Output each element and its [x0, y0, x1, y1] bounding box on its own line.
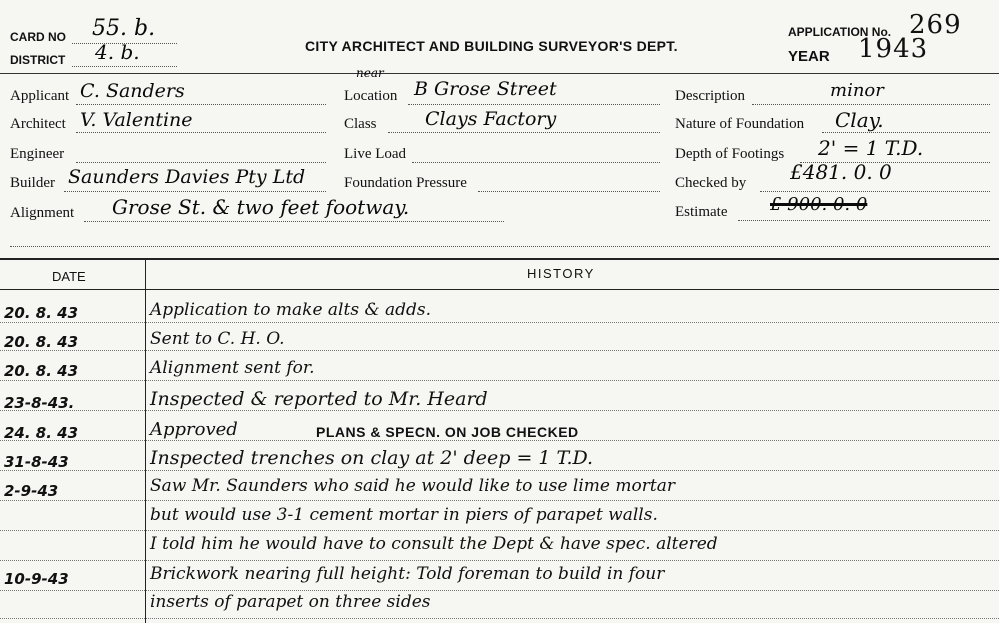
history-date: 20. 8. 43	[4, 333, 79, 351]
history-entry: Approved	[150, 419, 238, 440]
application-number: 269	[909, 10, 962, 40]
card-no-label: CARD NO	[10, 30, 66, 44]
history-entry: Inspected & reported to Mr. Heard	[150, 388, 488, 410]
district-value: 4. b.	[95, 40, 140, 64]
row-rule	[0, 410, 999, 411]
architect-line	[76, 132, 326, 133]
history-column-header: HISTORY	[527, 266, 595, 281]
depth-of-footings-value: 2' = 1 T.D.	[818, 136, 924, 160]
class-line	[388, 132, 660, 133]
history-entry: Brickwork nearing full height: Told foreman to build in four	[150, 564, 665, 584]
architect-value: V. Valentine	[80, 109, 193, 131]
history-entry: inserts of parapet on three sides	[150, 592, 431, 612]
estimate-line	[738, 220, 990, 221]
nature-of-foundation-line	[822, 132, 990, 133]
year-value: 1943	[858, 34, 929, 64]
engineer-line	[76, 162, 326, 163]
district-line	[72, 66, 177, 67]
history-date: 24. 8. 43	[4, 424, 79, 442]
history-date: 10-9-43	[4, 570, 69, 588]
row-rule	[0, 322, 999, 323]
foundation-pressure-line	[478, 191, 660, 192]
class-value: Clays Factory	[425, 108, 557, 130]
history-top-rule	[0, 258, 999, 260]
depth-of-footings-label: Depth of Footings	[675, 146, 785, 162]
district-label: DISTRICT	[10, 53, 66, 67]
estimate-label: Estimate	[675, 204, 728, 220]
history-entry: Inspected trenches on clay at 2' deep = 1 T.D.	[150, 447, 594, 469]
history-date: 31-8-43	[4, 453, 69, 471]
estimate-value: £ 900. 0. 0	[770, 194, 868, 215]
application-label: APPLICATION No.	[788, 25, 892, 39]
builder-label: Builder	[10, 175, 55, 191]
history-entry: Alignment sent for.	[150, 358, 315, 378]
history-date: 2-9-43	[4, 482, 59, 500]
location-line	[408, 104, 660, 105]
department-title: CITY ARCHITECT AND BUILDING SURVEYOR'S DEPT.	[305, 38, 678, 54]
history-date: 23-8-43.	[4, 394, 75, 412]
row-rule	[0, 350, 999, 351]
class-label: Class	[344, 116, 377, 132]
live-load-line	[412, 162, 660, 163]
live-load-label: Live Load	[344, 146, 407, 162]
location-value: B Grose Street	[414, 78, 557, 100]
checked-by-line	[760, 191, 990, 192]
applicant-line	[76, 104, 326, 105]
row-rule	[0, 590, 999, 591]
location-note: near	[356, 66, 384, 80]
checked-by-label: Checked by	[675, 175, 747, 191]
location-label: Location	[344, 88, 398, 104]
row-rule	[0, 618, 999, 619]
engineer-label: Engineer	[10, 146, 65, 162]
row-rule	[0, 380, 999, 381]
spare-line	[10, 246, 990, 247]
row-rule	[0, 500, 999, 501]
nature-of-foundation-value: Clay.	[835, 108, 884, 132]
row-rule	[0, 560, 999, 561]
builder-value: Saunders Davies Pty Ltd	[68, 166, 306, 188]
builder-line	[64, 191, 326, 192]
history-entry: Application to make alts & adds.	[150, 300, 432, 320]
alignment-value: Grose St. & two feet footway.	[112, 195, 410, 219]
description-value: minor	[830, 80, 884, 101]
history-entry: Sent to C. H. O.	[150, 329, 285, 349]
alignment-label: Alignment	[10, 205, 75, 221]
architect-label: Architect	[10, 116, 66, 132]
date-column-header: DATE	[52, 269, 86, 284]
foundation-pressure-label: Foundation Pressure	[344, 175, 467, 191]
history-date: 20. 8. 43	[4, 362, 79, 380]
history-entry: but would use 3-1 cement mortar in piers of parapet walls.	[150, 505, 658, 525]
row-rule	[0, 530, 999, 531]
applicant-value: C. Sanders	[80, 80, 185, 102]
history-header-rule	[0, 289, 999, 290]
history-entry: I told him he would have to consult the Dept & have spec. altered	[150, 534, 718, 554]
history-date: 20. 8. 43	[4, 304, 79, 322]
header-rule	[0, 73, 999, 74]
checked-by-value: £481. 0. 0	[790, 160, 892, 184]
nature-of-foundation-label: Nature of Foundation	[675, 116, 805, 132]
row-rule	[0, 470, 999, 471]
card-no-value: 55. b.	[92, 16, 156, 41]
description-label: Description	[675, 88, 745, 104]
history-entry: Saw Mr. Saunders who said he would like to use lime mortar	[150, 476, 675, 496]
applicant-label: Applicant	[10, 88, 70, 104]
year-label: YEAR	[788, 48, 830, 65]
alignment-line	[84, 221, 504, 222]
checked-stamp: PLANS & SPECN. ON JOB CHECKED	[316, 424, 579, 440]
description-line	[752, 104, 990, 105]
row-rule	[0, 440, 999, 441]
